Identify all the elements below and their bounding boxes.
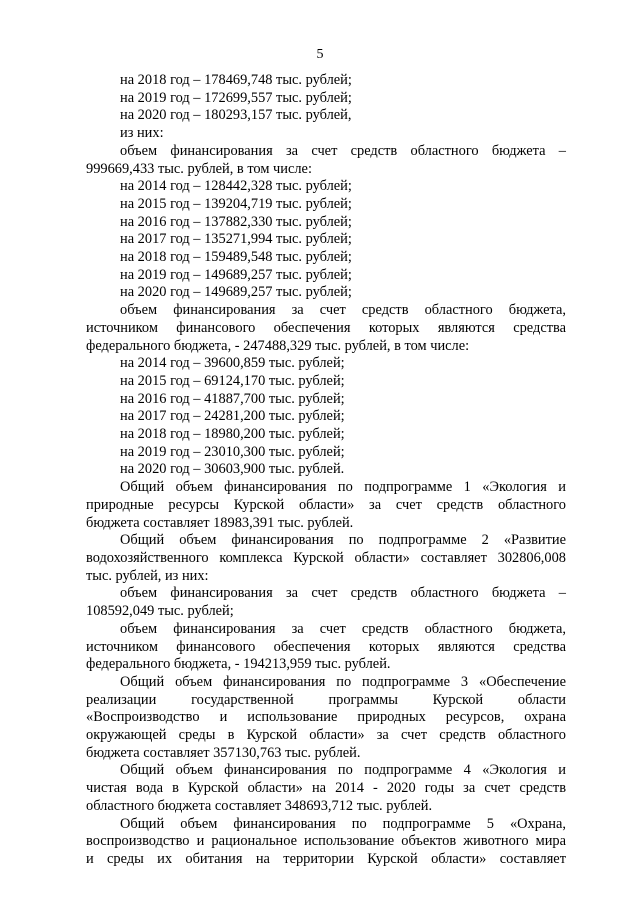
text-line: реализации государственной программы Курской области — [86, 691, 566, 708]
text-line: федерального бюджета, - 194213,959 тыс. рублей. — [86, 656, 391, 673]
text-line: объем финансирования за счет средств областного бюджета – — [120, 142, 566, 159]
text-line: на 2020 год – 149689,257 тыс. рублей; — [120, 284, 352, 301]
text-line: на 2016 год – 41887,700 тыс. рублей; — [120, 390, 345, 407]
text-line: на 2018 год – 178469,748 тыс. рублей; — [120, 72, 352, 88]
text-line: объем финансирования за счет средств областного бюджета – — [120, 585, 566, 602]
text-line: на 2015 год – 69124,170 тыс. рублей; — [120, 372, 345, 389]
text-line: на 2017 год – 24281,200 тыс. рублей; — [120, 408, 345, 425]
text-line: на 2018 год – 159489,548 тыс. рублей; — [120, 249, 352, 266]
text-line: воспроизводство и рациональное использование объектов животного мира — [86, 833, 566, 850]
text-line: тыс. рублей, из них: — [86, 567, 209, 584]
text-line: на 2016 год – 137882,330 тыс. рублей; — [120, 213, 352, 230]
text-line: объем финансирования за счет средств областного бюджета, — [120, 620, 566, 637]
text-line: на 2019 год – 23010,300 тыс. рублей; — [120, 443, 345, 460]
text-line: источником финансового обеспечения которых являются средства — [86, 319, 566, 336]
text-line: на 2019 год – 149689,257 тыс. рублей; — [120, 266, 352, 283]
text-line: природные ресурсы Курской области» за счет средств областного — [86, 496, 566, 513]
text-line: Общий объем финансирования по подпрограмме 2 «Развитие — [120, 532, 566, 549]
text-line: на 2019 год – 172699,557 тыс. рублей; — [120, 89, 352, 106]
text-line: на 2015 год – 139204,719 тыс. рублей; — [120, 195, 352, 212]
text-line: водохозяйственного комплекса Курской области» составляет 302806,008 — [86, 549, 566, 566]
text-line: областного бюджета составляет 348693,712 тыс. рублей. — [86, 797, 433, 814]
page-number: 5 — [316, 47, 324, 62]
text-line: бюджета составляет 357130,763 тыс. рублей. — [86, 744, 361, 761]
text-line: Общий объем финансирования по подпрограмме 4 «Экология и — [120, 762, 566, 779]
text-line: Общий объем финансирования по подпрограмме 5 «Охрана, — [120, 815, 566, 832]
text-line: чистая вода в Курской области» на 2014 - 2020 годы за счет средств — [86, 780, 566, 797]
text-line: 999669,433 тыс. рублей, в том числе: — [86, 160, 312, 177]
text-line: на 2018 год – 18980,200 тыс. рублей; — [120, 426, 345, 443]
text-line: на 2017 год – 135271,994 тыс. рублей; — [120, 231, 352, 248]
text-line: на 2014 год – 39600,859 тыс. рублей; — [120, 355, 345, 372]
text-line: и среды их обитания на территории Курской области» составляет — [86, 850, 566, 867]
text-line: федерального бюджета, - 247488,329 тыс. рублей, в том числе: — [86, 337, 470, 354]
text-line: объем финансирования за счет средств областного бюджета, — [120, 302, 566, 319]
text-line: 108592,049 тыс. рублей; — [86, 603, 234, 620]
text-line: Общий объем финансирования по подпрограмме 3 «Обеспечение — [120, 673, 566, 690]
text-line: на 2020 год – 180293,157 тыс. рублей, — [120, 107, 352, 124]
text-line: на 2014 год – 128442,328 тыс. рублей; — [120, 178, 352, 195]
text-line: Общий объем финансирования по подпрограмме 1 «Экология и — [120, 479, 566, 496]
text-line: бюджета составляет 18983,391 тыс. рублей. — [86, 514, 354, 531]
text-line: на 2020 год – 30603,900 тыс. рублей. — [120, 461, 345, 478]
document-body — [86, 72, 566, 869]
text-line: «Воспроизводство и использование природных ресурсов, охрана — [86, 709, 566, 726]
text-line: источником финансового обеспечения которых являются средства — [86, 638, 566, 655]
text-line: окружающей среды в Курской области» за счет средств областного — [86, 727, 566, 744]
text-line: из них: — [120, 125, 164, 142]
